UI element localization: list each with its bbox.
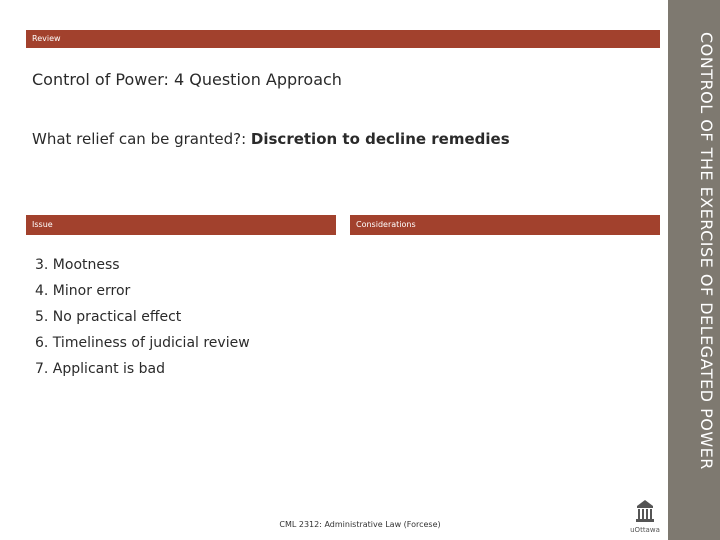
question-text bbox=[32, 130, 510, 148]
list-item: 4. Minor error bbox=[35, 283, 131, 299]
issue-column-header bbox=[26, 215, 336, 235]
list-item: 6. Timeliness of judicial review bbox=[35, 335, 250, 351]
section-label: Review bbox=[32, 34, 61, 43]
list-item: 5. No practical effect bbox=[35, 309, 182, 325]
sidebar bbox=[668, 0, 720, 540]
considerations-header-label: Considerations bbox=[356, 220, 416, 229]
university-building-icon bbox=[622, 496, 668, 526]
uottawa-wordmark: uOttawa bbox=[630, 526, 660, 534]
issue-list bbox=[35, 252, 250, 382]
slide-title: Control of Power: 4 Question Approach bbox=[32, 70, 342, 89]
sidebar-title: CONTROL OF THE EXERCISE OF DELEGATED POWER bbox=[697, 32, 716, 470]
uottawa-logo bbox=[622, 496, 668, 536]
list-item: 7. Applicant is bad bbox=[35, 361, 166, 377]
footer-text: CML 2312: Administrative Law (Forcese) bbox=[279, 520, 441, 529]
list-item: 3. Mootness bbox=[35, 257, 120, 273]
section-banner bbox=[26, 30, 660, 48]
considerations-column-header bbox=[350, 215, 660, 235]
issue-header-label: Issue bbox=[32, 220, 53, 229]
question-prefix: What relief can be granted?: bbox=[32, 130, 251, 148]
question-emphasis: Discretion to decline remedies bbox=[250, 130, 510, 148]
